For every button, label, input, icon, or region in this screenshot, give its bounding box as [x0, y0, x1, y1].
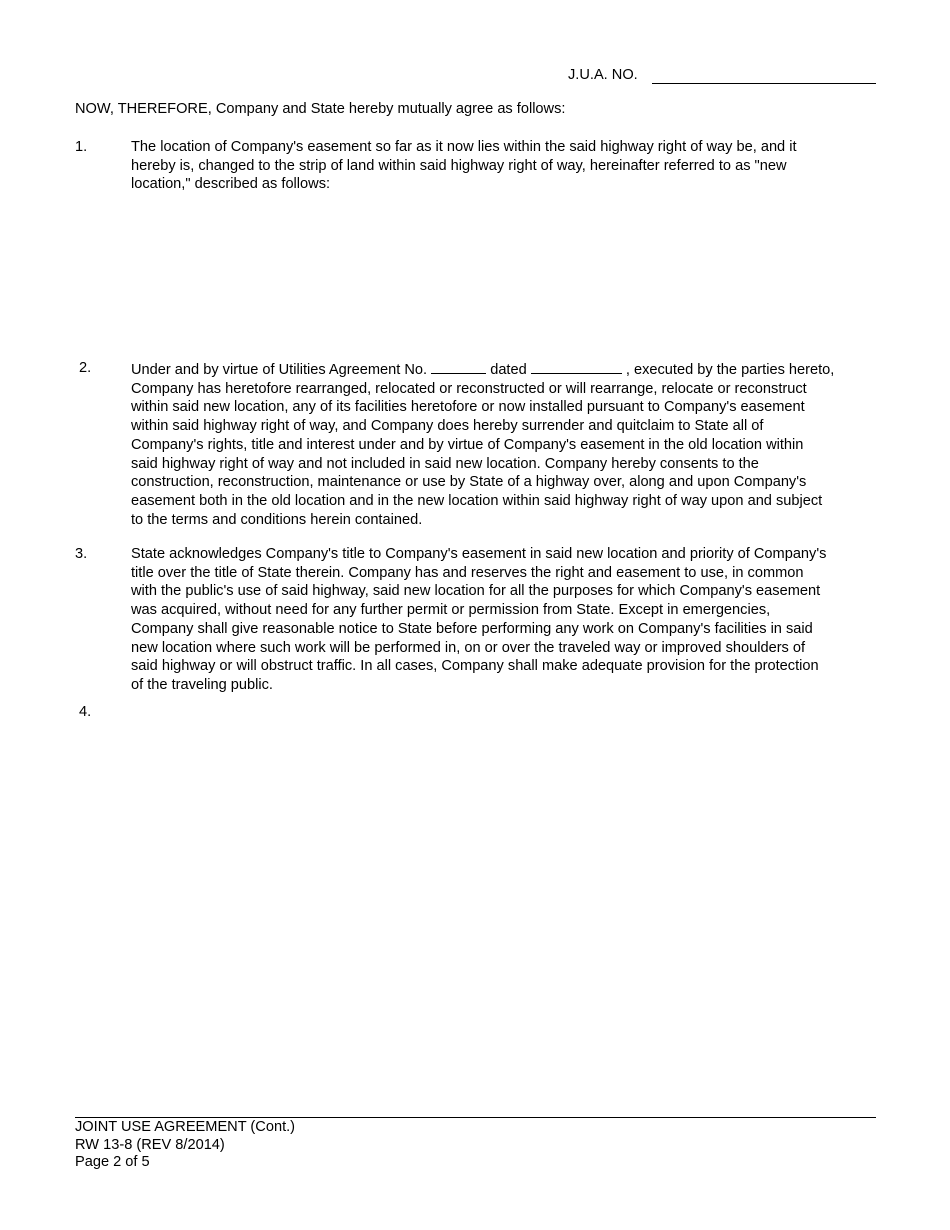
footer-form-number: RW 13-8 (REV 8/2014) [75, 1137, 225, 1153]
item-3-text: State acknowledges Company's title to Company's easement in said new location and priority of Company's title over the title of State therein. Company has and reserves the right and easement to use, in common with the public's use of said highway, said new location for all the purposes for which Company's easement was acquired, without need for any further permit or permission from State. Except in emergencies, Company shall give reasonable notice to State before performing any work on Company's facilities in said new location where such work will be performed in, on or over the traveled way or improved shoulders of said highway or will obstruct traffic. In all cases, Company shall make adequate provision for the protection of the traveling public. [131, 546, 827, 693]
date-blank[interactable] [531, 359, 622, 374]
item-number: 3. [75, 546, 88, 562]
item-number: 2. [79, 360, 92, 376]
item-1-text: The location of Company's easement so far as it now lies within the said highway right of way be, and it hereby is, changed to the strip of land within said highway right of way, hereinafter referred to as "new location," described as follows: [131, 139, 797, 193]
agreement-number-blank[interactable] [431, 359, 486, 374]
item-2-text: Under and by virtue of Utilities Agreement No. dated , executed by the parties hereto, Company has heretofore rearranged, relocated or reconstructed or will rearrange, relocate or reconstruct within said new location, any of its facilities heretofore or now installed pursuant to Company's easement within said highway right of way, and Company does hereby surrender and quitclaim to State all of Company's rights, title and interest under and by virtue of Company's easement in the old location within said highway right of way and not included in said new location. Company hereby consents to the construction, reconstruction, maintenance or use by State of a highway over, along and upon Company's easement both in the old location and in the new location within said highway right of way upon and subject to the terms and conditions herein contained. [131, 359, 876, 529]
item-number: 4. [79, 704, 92, 720]
footer-page-number: Page 2 of 5 [75, 1154, 150, 1170]
intro-text: NOW, THEREFORE, Company and State hereby mutually agree as follows: [75, 101, 566, 117]
item-number: 1. [75, 139, 88, 155]
footer-title: JOINT USE AGREEMENT (Cont.) [75, 1119, 296, 1135]
footer-rule [75, 1117, 876, 1118]
jua-label: J.U.A. NO. [568, 67, 638, 83]
jua-number-field[interactable] [652, 83, 876, 84]
